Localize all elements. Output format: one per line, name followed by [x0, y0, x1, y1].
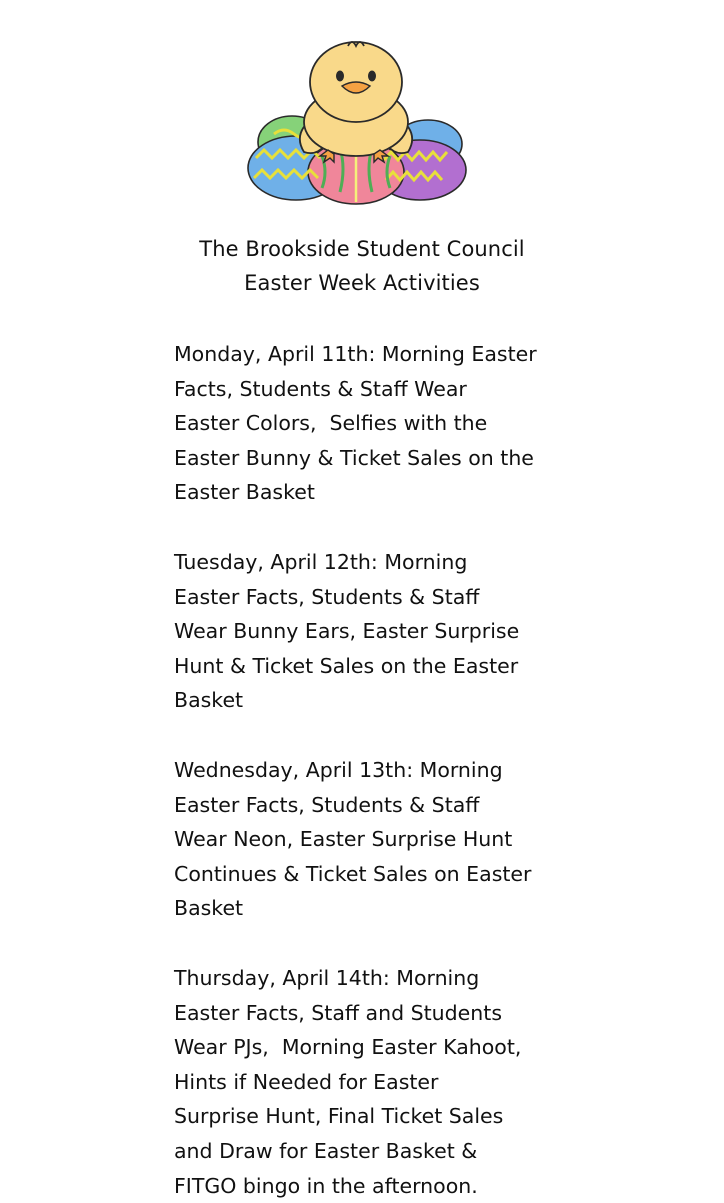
- activity-line: Wear Bunny Ears, Easter Surprise: [174, 619, 520, 644]
- activity-monday: [174, 337, 554, 510]
- activity-line: Wear Neon, Easter Surprise Hunt: [174, 827, 513, 852]
- activity-line: Basket: [174, 688, 244, 713]
- activity-line: Tuesday, April 12th: Morning: [174, 550, 468, 574]
- activity-line: Easter Colors, Selfies with the: [174, 411, 488, 436]
- activity-wednesday: [174, 753, 554, 926]
- page-title: [0, 232, 724, 300]
- activity-line: Wednesday, April 13th: Morning: [174, 758, 503, 782]
- activity-line: Hunt & Ticket Sales on the Easter: [174, 653, 519, 678]
- chick-on-eggs-illustration: [244, 38, 472, 206]
- activity-line: Facts, Students & Staff Wear: [174, 376, 467, 401]
- activity-line: Thursday, April 14th: Morning: [174, 966, 480, 990]
- chick-right-eye: [368, 71, 376, 82]
- activity-line: Monday, April 11th: Morning Easter: [174, 342, 537, 366]
- activity-line: Easter Facts, Students & Staff: [174, 792, 480, 817]
- activity-line: Surprise Hunt, Final Ticket Sales: [174, 1104, 504, 1129]
- activity-thursday: [174, 961, 554, 1203]
- activity-line: Easter Facts, Students & Staff: [174, 584, 480, 609]
- title-line-council: The Brookside Student Council: [199, 237, 525, 261]
- activity-line: Basket: [174, 896, 244, 921]
- activity-line: Easter Facts, Staff and Students: [174, 1000, 502, 1025]
- activity-line: Continues & Ticket Sales on Easter: [174, 861, 532, 886]
- activity-line: and Draw for Easter Basket &: [174, 1138, 478, 1163]
- chick-left-eye: [336, 71, 344, 82]
- activity-line: Easter Bunny & Ticket Sales on the: [174, 445, 534, 470]
- activity-line: Easter Basket: [174, 480, 315, 505]
- activity-line: Wear PJs, Morning Easter Kahoot,: [174, 1035, 522, 1060]
- activity-tuesday: [174, 545, 554, 718]
- activity-line: FITGO bingo in the afternoon.: [174, 1173, 478, 1198]
- activity-line: Hints if Needed for Easter: [174, 1069, 439, 1094]
- title-line-week: Easter Week Activities: [244, 271, 480, 295]
